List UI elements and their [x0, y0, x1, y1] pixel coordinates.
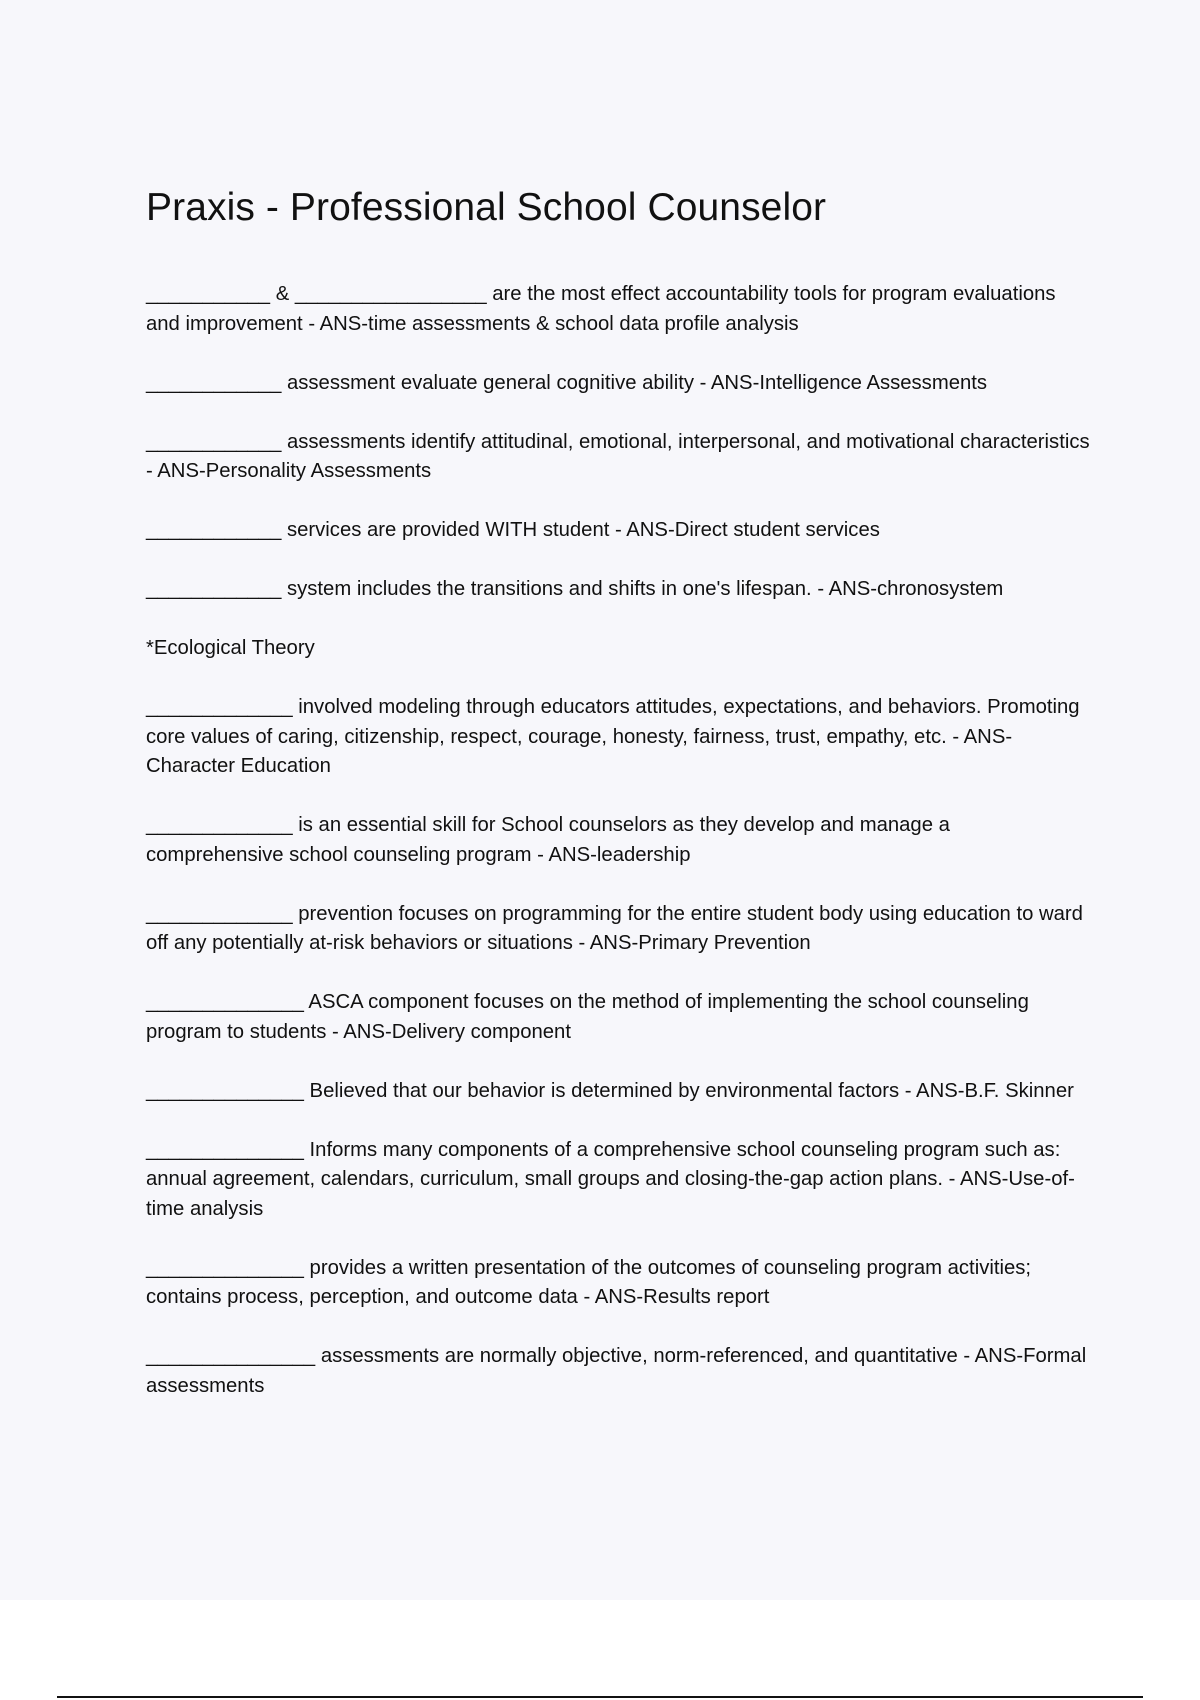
- question-item: ____________ assessments identify attitudinal, emotional, interpersonal, and motivational characteristics - ANS-Personality Assessments: [146, 430, 1090, 482]
- question-item: ______________ Informs many components of a comprehensive school counseling program such as: annual agreement, calendars, curriculum, small groups and closing-the-gap action plans. - ANS-Use-of-time analysis: [146, 1138, 1075, 1220]
- note-text: *Ecological Theory: [146, 637, 315, 659]
- question-list: [146, 280, 1091, 1431]
- footer-divider: [57, 1696, 1143, 1698]
- question-item: ______________ provides a written presentation of the outcomes of counseling program activities; contains process, perception, and outcome data - ANS-Results report: [146, 1256, 1032, 1308]
- question-item: ___________ & _________________ are the most effect accountability tools for program evaluations and improvement - ANS-time assessments & school data profile analysis: [146, 283, 1056, 335]
- question-item: _____________ involved modeling through educators attitudes, expectations, and behaviors. Promoting core values of caring, citizenship, respect, courage, honesty, fairness, trust, empathy, etc. - ANS-Character Education: [146, 696, 1080, 777]
- question-item: ____________ services are provided WITH student - ANS-Direct student services: [146, 519, 880, 541]
- question-item: ____________ system includes the transitions and shifts in one's lifespan. - ANS-chronosystem: [146, 578, 1004, 600]
- question-item: ____________ assessment evaluate general cognitive ability - ANS-Intelligence Assessments: [146, 371, 988, 394]
- question-item: _____________ prevention focuses on programming for the entire student body using education to ward off any potentially at-risk behaviors or situations - ANS-Primary Prevention: [146, 902, 1083, 954]
- page-title: Praxis - Professional School Counselor: [146, 186, 827, 229]
- question-item: _____________ is an essential skill for School counselors as they develop and manage a comprehensive school counseling program - ANS-leadership: [146, 814, 950, 866]
- question-item: _______________ assessments are normally objective, norm-referenced, and quantitative - ANS-Formal assessments: [146, 1345, 1087, 1397]
- question-item: ______________ ASCA component focuses on the method of implementing the school counseling program to students - ANS-Delivery component: [146, 991, 1029, 1043]
- question-item: ______________ Believed that our behavior is determined by environmental factors - ANS-B.F. Skinner: [146, 1079, 1074, 1102]
